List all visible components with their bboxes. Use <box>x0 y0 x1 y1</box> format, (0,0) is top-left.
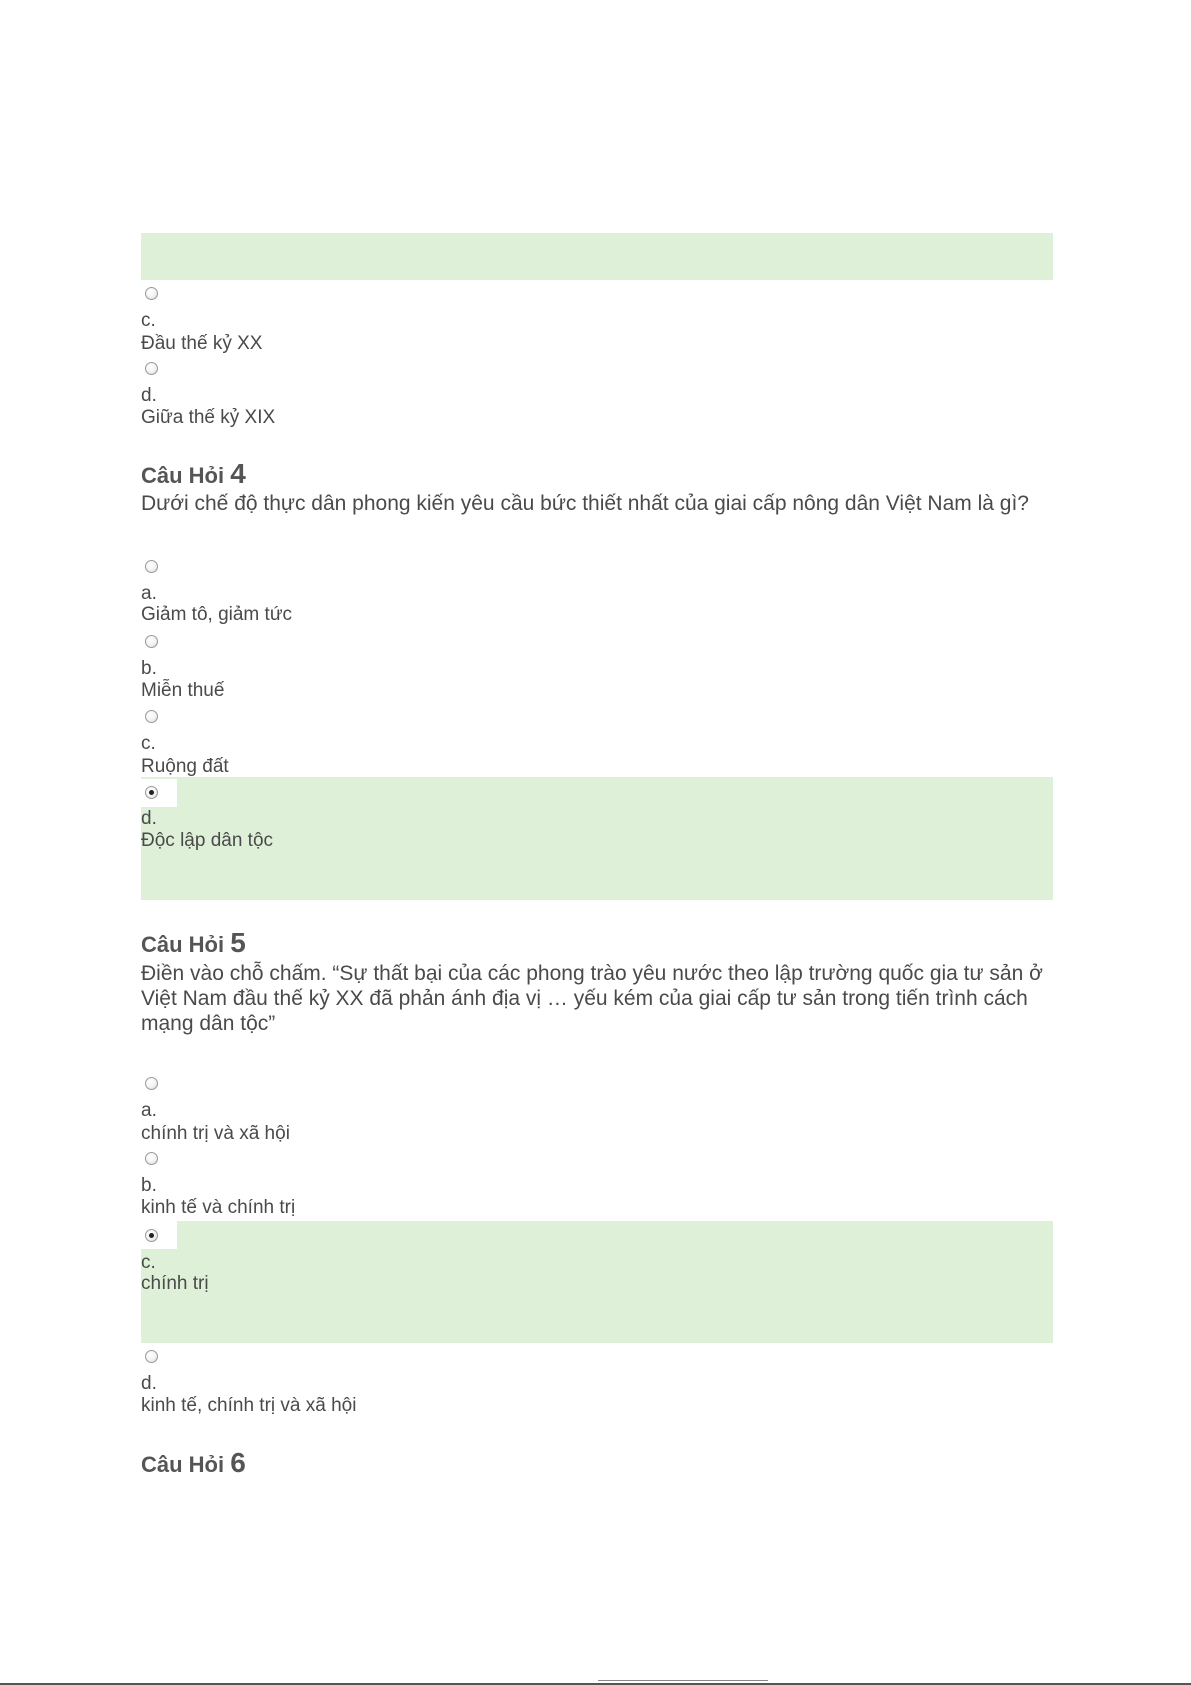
option-letter: c. <box>141 310 156 331</box>
option-text: Độc lập dân tộc <box>141 830 274 851</box>
option-letter: a. <box>141 583 157 604</box>
radio-q5-b[interactable] <box>145 1152 158 1165</box>
question-number: 6 <box>230 1447 246 1478</box>
option-letter: b. <box>141 1175 157 1196</box>
radio-q5-d[interactable] <box>145 1350 158 1363</box>
option-text: kinh tế và chính trị <box>141 1197 296 1218</box>
question-text: Điền vào chỗ chấm. “Sự thất bại của các phong trào yêu nước theo lập trường quốc gia tư sản ở Việt Nam đầu thế kỷ XX đã phản ánh địa vị … yếu kém của giai cấp tư sản trong tiến trình cách mạng dân tộc” <box>141 962 1043 1035</box>
question-title <box>141 927 246 959</box>
question-number: 5 <box>230 927 246 958</box>
option-text: Đầu thế kỷ XX <box>141 333 263 354</box>
selected-answer-highlight <box>141 777 1053 900</box>
question-label: Câu Hỏi <box>141 463 225 488</box>
radio-q4-b[interactable] <box>145 635 158 648</box>
question-text: Dưới chế độ thực dân phong kiến yêu cầu bức thiết nhất của giai cấp nông dân Việt Nam là gì? <box>141 492 1029 515</box>
radio-q3-d[interactable] <box>145 362 158 375</box>
option-letter: d. <box>141 1373 157 1394</box>
question-label: Câu Hỏi <box>141 932 225 957</box>
question-title <box>141 458 246 490</box>
answer-highlight <box>141 233 1053 280</box>
radio-q4-d[interactable] <box>145 786 158 799</box>
option-text: Ruộng đất <box>141 756 229 777</box>
option-letter: d. <box>141 385 157 406</box>
option-letter: a. <box>141 1100 157 1121</box>
question-title <box>141 1447 246 1479</box>
option-letter: b. <box>141 658 157 679</box>
selected-answer-highlight <box>141 1221 1053 1343</box>
option-letter: c. <box>141 733 156 754</box>
option-text: chính trị <box>141 1273 209 1294</box>
radio-q5-c[interactable] <box>145 1229 158 1242</box>
question-label: Câu Hỏi <box>141 1452 225 1477</box>
radio-q4-c[interactable] <box>145 710 158 723</box>
option-text: Giảm tô, giảm tức <box>141 604 293 625</box>
option-text: kinh tế, chính trị và xã hội <box>141 1395 357 1416</box>
radio-q4-a[interactable] <box>145 560 158 573</box>
option-letter: d. <box>141 808 157 829</box>
option-text: chính trị và xã hội <box>141 1123 290 1144</box>
option-text: Giữa thế kỷ XIX <box>141 407 276 428</box>
footer-divider <box>598 1680 768 1681</box>
question-number: 4 <box>230 458 246 489</box>
radio-q5-a[interactable] <box>145 1077 158 1090</box>
option-letter: c. <box>141 1252 156 1273</box>
radio-q3-c[interactable] <box>145 287 158 300</box>
option-text: Miễn thuế <box>141 680 225 701</box>
